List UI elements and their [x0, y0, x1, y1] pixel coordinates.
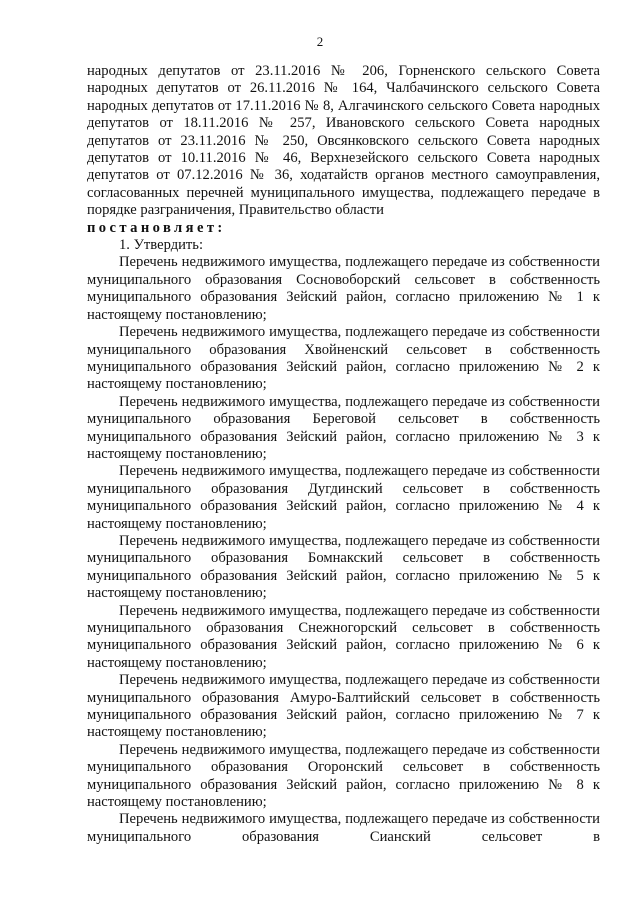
- list-item-1: Перечень недвижимого имущества, подлежащего передаче из собственности муниципального образования Сосновоборский сельсовет в собственность муниципального образования Зейский район, согласно приложению № 1 к настоящему постановлению;: [87, 254, 600, 323]
- intro-paragraph: народных депутатов от 23.11.2016 № 206, Горненского сельского Совета народных депутатов от 26.11.2016 № 164, Чалбачинского сельского Совета народных депутатов от 17.11.2016 № 8, Алгачинского сельского Совета народных депутатов от 18.11.2016 № 257, Ивановского сельского Совета народных депутатов от 23.11.2016 № 250, Овсянковского сельского Совета народных депутатов от 10.11.2016 № 46, Верхнезейского сельского Совета народных депутатов от 07.12.2016 № 36, ходатайств органов местного самоуправления, согласованных перечней муниципального имущества, подлежащего передаче в порядке разграничения, Правительство области: [87, 63, 600, 219]
- item-1-heading: 1. Утвердить:: [119, 237, 204, 254]
- list-item-2: Перечень недвижимого имущества, подлежащего передаче из собственности муниципального образования Хвойненский сельсовет в собственность муниципального образования Зейский район, согласно приложению № 2 к настоящему постановлению;: [87, 324, 600, 393]
- list-item-6: Перечень недвижимого имущества, подлежащего передаче из собственности муниципального образования Снежногорский сельсовет в собственность муниципального образования Зейский район, согласно приложению № 6 к настоящему постановлению;: [87, 602, 600, 671]
- list-item-9: Перечень недвижимого имущества, подлежащего передаче из собственности муниципального образования Сианский сельсовет в: [87, 811, 600, 845]
- page-number: 2: [316, 34, 324, 49]
- list-item-5: Перечень недвижимого имущества, подлежащего передаче из собственности муниципального образования Бомнакский сельсовет в собственность муниципального образования Зейский район, согласно приложению № 5 к настоящему постановлению;: [87, 532, 600, 602]
- list-item-3: Перечень недвижимого имущества, подлежащего передаче из собственности муниципального образования Береговой сельсовет в собственность муниципального образования Зейский район, согласно приложению № 3 к настоящему постановлению;: [87, 393, 600, 462]
- list-item-4: Перечень недвижимого имущества, подлежащего передаче из собственности муниципального образования Дугдинский сельсовет в собственность муниципального образования Зейский район, согласно приложению № 4 к настоящему постановлению;: [87, 463, 600, 532]
- document-body: [87, 63, 600, 846]
- list-item-8: Перечень недвижимого имущества, подлежащего передаче из собственности муниципального образования Огоронский сельсовет в собственность муниципального образования Зейский район, согласно приложению № 8 к настоящему постановлению;: [87, 741, 600, 811]
- decree-word: постановляет:: [87, 219, 226, 236]
- list-item-7: Перечень недвижимого имущества, подлежащего передаче из собственности муниципального образования Амуро-Балтийский сельсовет в собственность муниципального образования Зейский район, согласно приложению № 7 к настоящему постановлению;: [87, 672, 600, 741]
